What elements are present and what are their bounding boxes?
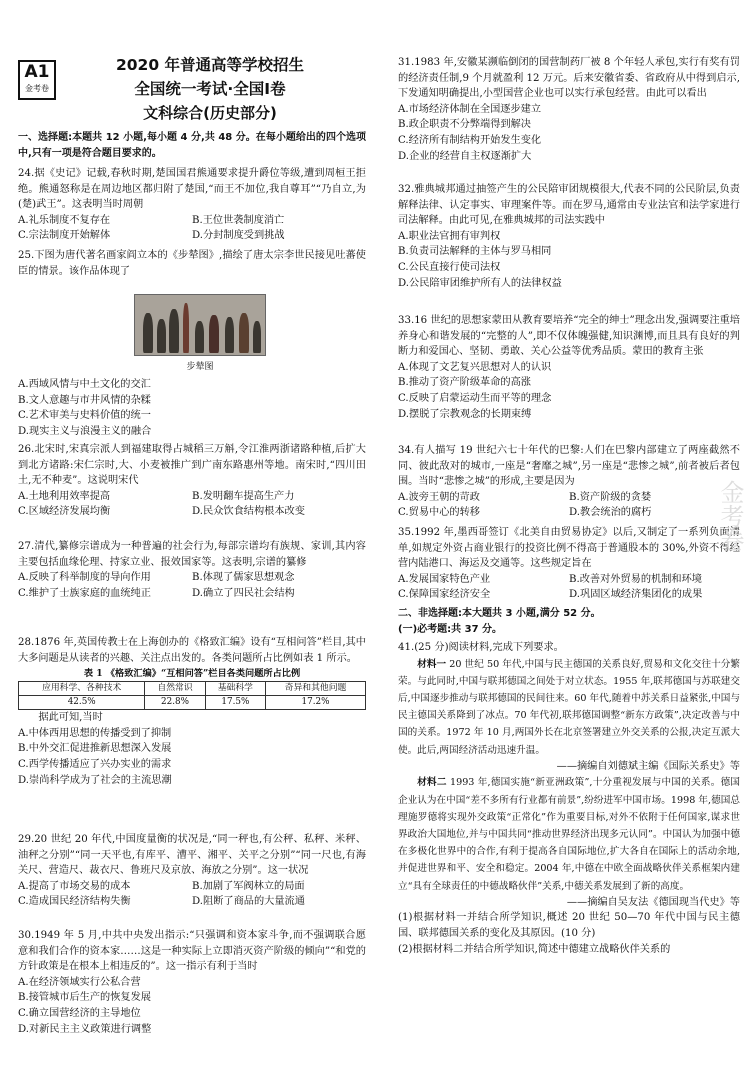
- option: D.巩固区域经济集团化的成果: [569, 589, 703, 601]
- table-cell: 17.2%: [266, 696, 366, 710]
- option: C.区域经济发展均衡: [18, 506, 111, 518]
- option: D.崇尚科学成为了社会的主流思潮: [18, 774, 172, 786]
- option: C.维护了士族家庭的血统纯正: [18, 587, 151, 599]
- option: A.反映了科举制度的导向作用: [18, 572, 151, 584]
- option: A.中体西用思想的传播受到了抑制: [18, 727, 172, 739]
- option: A.西域风情与中土文化的交汇: [18, 379, 151, 390]
- option: B.政企职责不分弊端得到解决: [398, 119, 531, 131]
- option: B.加剧了军阀林立的局面: [192, 880, 305, 892]
- question-text: 27.清代,纂修宗谱成为一种普遍的社会行为,每部宗谱均有族规、家训,其内容主要包括血缘伦理、持家立业、报效国家等。这表明,宗谱的纂修: [18, 541, 366, 568]
- question-text: 31.1983 年,安徽某濒临倒闭的国营制药厂被 8 个年轻人承包,实行有奖有罚的经济责任制,9 个月就盈利 12 万元。后来安徽省委、省政府从中得到启示,下发通知明确提出,小型国营企业也可以实行承包经营。由此可以看出: [398, 57, 740, 100]
- option: A.波旁王朝的苛政: [398, 491, 480, 503]
- option: C.贸易中心的转移: [398, 507, 480, 519]
- question-text: 25.下图为唐代著名画家阎立本的《步辇图》,描绘了唐太宗李世民接见吐蕃使臣的情景。该作品体现了: [18, 250, 366, 277]
- material-2-source: ——摘编自吴友法《德国现当代史》等: [566, 896, 740, 908]
- option: A.土地利用效率提高: [18, 490, 111, 502]
- question-31: [398, 55, 740, 164]
- material-2: 材料二 1993 年,德国实施“新亚洲政策”,十分重视发展与中国的关系。德国企业认为在中国“差不多所有行业都有前景”,纷纷进军中国市场。1998 年,德国总理施罗德将实现外交政策“正常化”作为重要目标,对外不依附于任何国家,谋求世界政治大国地位,并与中国共同“推动世界经济出现多元认同”。中国认为加强中德在多极化世界中的合作,有利于提高各自国际地位,扩大各自在国际上的活动余地,并促进世界和平、安全和稳定。2004 年,中德在中欧全面战略伙伴关系框架内建立“具有全球责任的中德战略伙伴”关系,中德关系发展到了新的高度。: [398, 777, 740, 892]
- question-30: [18, 928, 366, 1037]
- question-25-options: [18, 377, 366, 439]
- option: A.体现了文艺复兴思想对人的认识: [398, 361, 552, 373]
- table-cell: 17.5%: [205, 696, 265, 710]
- question-25: [18, 248, 366, 279]
- option: B.推动了资产阶级革命的高涨: [398, 377, 531, 389]
- question-text: 29.20 世纪 20 年代,中国度量衡的状况是,“同一秤也,有公秤、私秤、米秤、油秤之分别”“同一天平也,有库平、漕平、湘平、关平之分别”“同一尺也,有海关尺、营造尺、裁衣尺、鲁班尺及京放、海放之分别”。这一状况: [18, 834, 366, 877]
- watermark: 金考卷: [716, 480, 744, 552]
- option: D.公民陪审团维护所有人的法律权益: [398, 277, 562, 289]
- question-24: [18, 166, 366, 244]
- bunian-painting-image: [134, 294, 266, 356]
- option: A.市场经济体制在全国逐步建立: [398, 103, 542, 115]
- question-text: 33.16 世纪的思想家蒙田从教育要培养“完全的绅士”理念出发,强调要注重培养身心和谐发展的“完整的人”,即不仅体魄强健,知识渊博,而且具有良好的判断力和爱国心、坚韧、勇敢、关心公益等优秀品质。蒙田的教育主张: [398, 315, 740, 358]
- option: D.企业的经营自主权逐渐扩大: [398, 150, 532, 162]
- question-34: [398, 443, 740, 521]
- question-text: 32.雅典城邦通过抽签产生的公民陪审团规模很大,代表不同的公民阶层,负责解释法律、认定事实、审理案件等。而在罗马,通常由专业法官和法学家进行司法解释。由此可见,在雅典城邦的司法实践中: [398, 184, 740, 227]
- question-text: 41.(25 分)阅读材料,完成下列要求。: [398, 642, 564, 653]
- option: A.在经济领域实行公私合营: [18, 976, 141, 988]
- question-29: [18, 832, 366, 910]
- question-27: [18, 539, 366, 601]
- badge-brand: 金考卷: [25, 84, 49, 93]
- option: D.对新民主主义政策进行调整: [18, 1023, 152, 1035]
- question-text: 24.据《史记》记载,春秋时期,楚国国君熊通要求提升爵位等级,遭到周桓王拒绝。熊通怒称是在周边地区都归附了楚国,“而王不加位,我自尊耳”“乃自立,为(楚)武王”。这表明当时周朝: [18, 168, 366, 211]
- option: D.摆脱了宗教观念的长期束缚: [398, 408, 532, 420]
- option: D.民众饮食结构根本改变: [192, 506, 305, 518]
- exam-title-line2: 全国统一考试·全国Ⅰ卷: [134, 80, 286, 98]
- section1-instructions: 一、选择题:本题共 12 小题,每小题 4 分,共 48 分。在每小题给出的四个选项中,只有一项是符合题目要求的。: [18, 132, 367, 159]
- question-41: [398, 640, 740, 957]
- option: B.文人意趣与市井风情的杂糅: [18, 394, 151, 406]
- option: A.发展国家特色产业: [398, 573, 491, 585]
- option: C.确立国营经济的主导地位: [18, 1007, 141, 1019]
- option: A.职业法官拥有审判权: [398, 230, 501, 242]
- question-28: [18, 635, 366, 788]
- material-1: 材料一 20 世纪 50 年代,中国与民主德国的关系良好,贸易和文化交往十分繁荣。与此同时,中国与联邦德国之间处于对立状态。1955 年,联邦德国与苏联建交后,中国逐步推动与联邦德国的民间往来。60 年代,随着中苏关系日益紧张,中国与民主德国关系降到了冰点。70 年代初,联邦德国调整“新东方政策”,决定改善与中国的关系。1972 年 10 月,两国外长在北京签署建立外交关系的公报,决定互派大使。此后,两国经济活动迅速升温。: [398, 658, 740, 756]
- option: B.负责司法解释的主体与罗马相同: [398, 246, 552, 258]
- question-text: 34.有人描写 19 世纪六七十年代的巴黎:人们在巴黎内部建立了两座截然不同、彼此敌对的城市,一座是“奢靡之城”,另一座是“悲惨之城”,前者被后者包围。当时“悲惨之城”的形成,主要是因为: [398, 445, 740, 488]
- table-header: 奇异和其他问题: [266, 682, 366, 696]
- option: B.发明翻车提高生产力: [192, 490, 295, 502]
- option: A.提高了市场交易的成本: [18, 880, 131, 892]
- option: C.保障国家经济安全: [398, 589, 491, 601]
- option: C.经济所有制结构开始发生变化: [398, 134, 542, 146]
- question-text: 26.北宋时,宋真宗派人到福建取得占城稻三万斛,令江淮两浙诸路种植,后扩大到北方诸路:宋仁宗时,大、小麦被推广到广南东路惠州等地。南宋时,“四川田土,无不种麦”。这说明宋代: [18, 444, 366, 487]
- option: C.宗法制度开始解体: [18, 230, 111, 242]
- table-header: 自然常识: [145, 682, 205, 696]
- option: B.接管城市后生产的恢复发展: [18, 992, 151, 1004]
- question-lead: 据此可知,当时: [38, 712, 103, 724]
- option: C.西学传播适应了兴办实业的需求: [18, 758, 172, 770]
- option: D.现实主义与浪漫主义的融合: [18, 425, 152, 437]
- exam-subject-title: 文科综合(历史部分): [143, 104, 277, 122]
- option: C.艺术审美与史料价值的统一: [18, 410, 151, 422]
- option: A.礼乐制度不复存在: [18, 214, 111, 226]
- requirement-1: (1)根据材料一并结合所学知识,概述 20 世纪 50—70 年代中国与民主德国、联邦德国关系的变化及其原因。(10 分): [398, 912, 740, 940]
- table-cell: 42.5%: [19, 696, 145, 710]
- table-header: 基础科学: [205, 682, 265, 696]
- option: B.改善对外贸易的机制和环境: [569, 573, 702, 585]
- material-1-source: ——摘编自刘德斌主编《国际关系史》等: [556, 760, 740, 772]
- section2-sub: (一)必考题:共 37 分。: [398, 623, 503, 635]
- section2-instructions: 二、非选择题:本大题共 3 小题,满分 52 分。 (一)必考题:共 37 分。: [398, 606, 740, 637]
- question-35: [398, 525, 740, 603]
- option: C.公民直接行使司法权: [398, 261, 501, 273]
- option: D.阻断了商品的大量流通: [192, 896, 305, 908]
- question-33: [398, 313, 740, 422]
- option: C.反映了启蒙运动生而平等的理念: [398, 392, 552, 404]
- option: B.资产阶级的贪婪: [569, 491, 652, 503]
- question-proportion-table: [18, 681, 366, 710]
- option: B.王位世袭制度消亡: [192, 214, 285, 226]
- table-title: 表 1 《格致汇编》“互相问答”栏目各类问题所占比例: [83, 668, 301, 680]
- option: B.体现了儒家思想观念: [192, 572, 295, 584]
- option: D.分封制度受到挑战: [192, 230, 285, 242]
- option: B.中外交汇促进推新思想深入发展: [18, 743, 172, 755]
- badge-code: A1: [24, 62, 50, 82]
- table-cell: 22.8%: [145, 696, 205, 710]
- question-text: 28.1876 年,英国传教士在上海创办的《格致汇编》设有“互相问答”栏目,其中大多问题是从读者的兴趣、关注点出发的。各类问题所占比例如表 1 所示。: [18, 637, 366, 664]
- option: D.确立了四民社会结构: [192, 587, 295, 599]
- question-32: [398, 182, 740, 291]
- question-text: 30.1949 年 5 月,中共中央发出指示:“只强调和资本家斗争,而不强调联合愿意和我们合作的资本家……这是一种实际上立即消灭资产阶级的倾向”“和党的方针政策是在根本上相违反的”。这一指示有利于当时: [18, 930, 366, 973]
- table-header: 应用科学、各种技术: [19, 682, 145, 696]
- requirement-2: (2)根据材料二并结合所学知识,简述中德建立战略伙伴关系的: [398, 943, 671, 955]
- option: C.造成国民经济结构失衡: [18, 896, 131, 908]
- option: D.教会统治的腐朽: [569, 507, 652, 519]
- painting-caption: 步辇图: [186, 362, 214, 372]
- question-text: 35.1992 年,墨西哥签订《北美自由贸易协定》以后,又制定了一系列负面清单,如规定外资占商业银行的投资比例不得高于普通股本的 30%,外资不得经营内陆港口、海运及交通等。这些规定旨在: [398, 527, 740, 570]
- exam-title-line1: 2020 年普通高等学校招生: [115, 56, 305, 74]
- paper-badge: [18, 60, 56, 100]
- question-26: [18, 442, 366, 520]
